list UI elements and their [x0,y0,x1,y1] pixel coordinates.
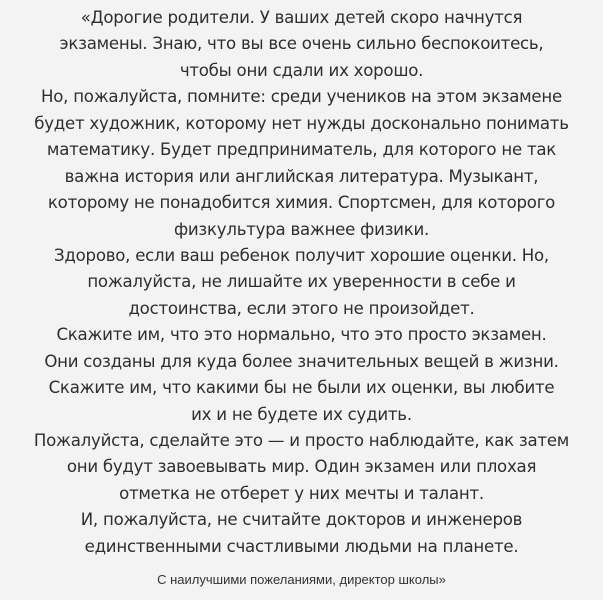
letter-line: экзамены. Знаю, что вы все очень сильно беспокоитесь, [59,34,544,54]
letter-line: Скажите им, что это нормально, что это просто экзамен. [56,325,547,345]
letter-line: отметка не отберет у них мечты и талант. [119,483,484,503]
letter-line: Скажите им, что какими бы не были их оценки, вы любите [48,378,555,398]
letter-line: которому не понадобится химия. Спортсмен, для которого [47,193,556,213]
letter-line: Они созданы для куда более значительных вещей в жизни. [44,351,559,371]
signature: С наилучшими пожеланиями, директор школы» [157,572,446,588]
letter-line: пожалуйста, не лишайте их уверенности в себе и [87,272,516,292]
letter-line: достоинства, если этого не произойдет. [128,298,475,318]
letter-text [0,5,603,589]
letter-line: Здорово, если ваш ребенок получит хорошие оценки. Но, [54,245,549,265]
letter-line: И, пожалуйста, не считайте докторов и инженеров [80,510,523,530]
letter-line: единственными счастливыми людьми на планете. [84,536,519,556]
letter-line: чтобы они сдали их хорошо. [179,60,424,80]
letter-line: Но, пожалуйста, помните: среди учеников на этом экзамене [41,87,562,107]
letter-line: математику. Будет предприниматель, для которого не так [46,140,557,160]
letter-line: будет художник, которому нет нужды досконально понимать [34,113,569,133]
letter-line: важна история или английская литература. Музыкант, [64,166,539,186]
letter-line: физкультура важнее физики. [173,219,430,239]
letter-line: «Дорогие родители. У ваших детей скоро начнутся [80,8,523,27]
letter-line: их и не будете их судить. [191,404,412,424]
letter-line: они будут завоевывать мир. Один экзамен или плохая [66,457,537,477]
letter-line: Пожалуйста, сделайте это — и просто наблюдайте, как затем [33,431,570,450]
